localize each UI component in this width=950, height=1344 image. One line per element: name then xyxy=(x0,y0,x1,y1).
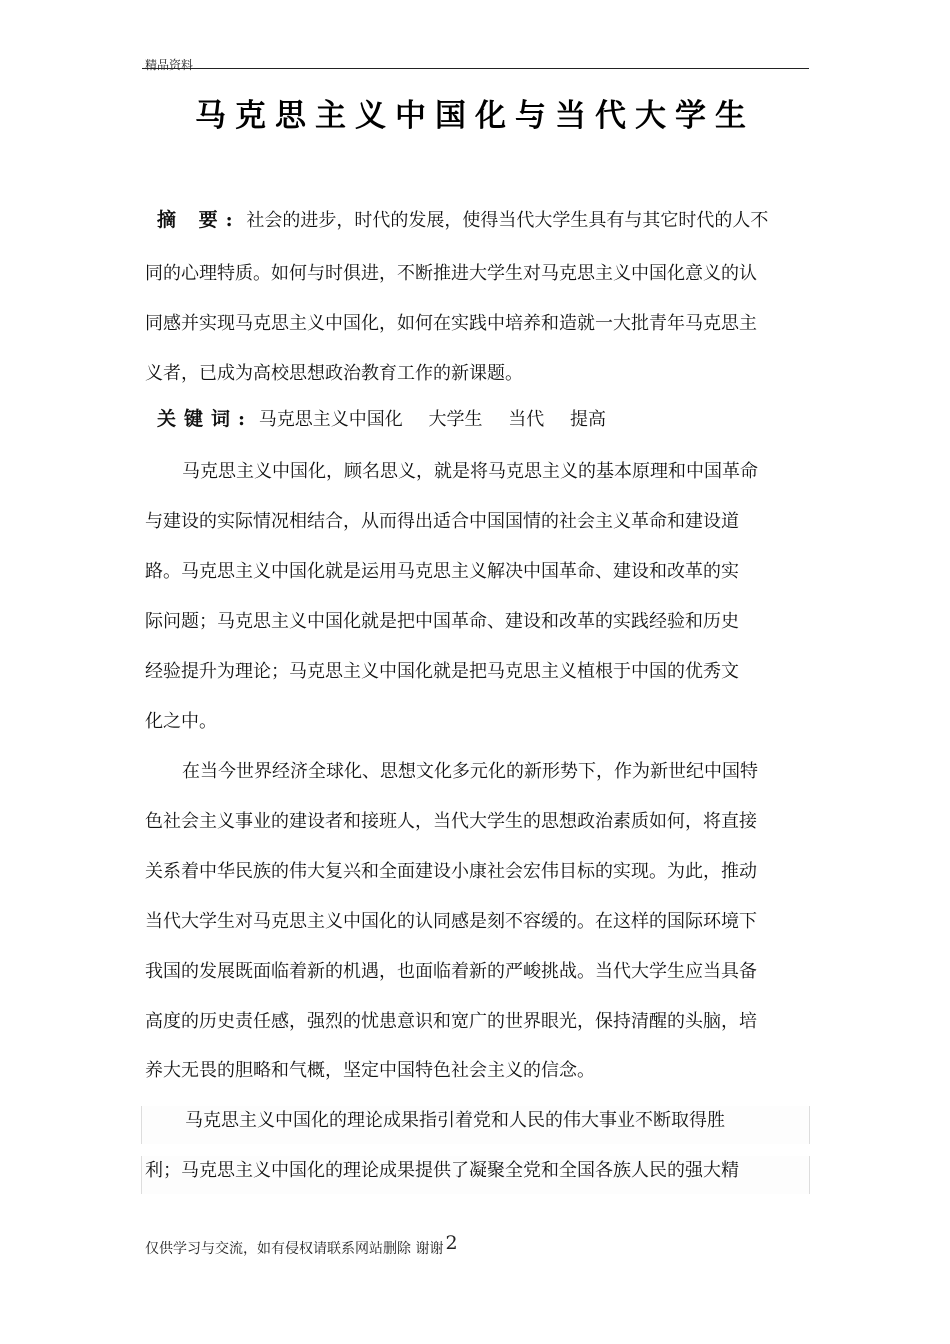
paragraph-line: 养大无畏的胆略和气概，坚定中国特色社会主义的信念。 xyxy=(145,1060,595,1081)
paragraph-line: 马克思主义中国化的理论成果指引着党和人民的伟大事业不断取得胜 xyxy=(185,1110,725,1131)
keywords-label: 关键词: xyxy=(157,408,254,430)
keywords-line xyxy=(145,407,805,432)
abstract-line xyxy=(145,208,805,233)
paragraph-line: 关系着中华民族的伟大复兴和全面建设小康社会宏伟目标的实现。为此，推动 xyxy=(145,861,757,882)
paragraph-line: 利；马克思主义中国化的理论成果提供了凝聚全党和全国各族人民的强大精 xyxy=(145,1160,739,1181)
document-title: 马克思主义中国化与当代大学生 xyxy=(195,98,755,134)
page-number: 2 xyxy=(445,1232,458,1254)
page-footer xyxy=(145,1232,458,1258)
paragraph-line: 当代大学生对马克思主义中国化的认同感是刻不容缓的。在这样的国际环境下 xyxy=(145,911,757,932)
footer-note: 仅供学习与交流，如有侵权请联系网站删除 谢谢 xyxy=(145,1241,444,1257)
paragraph-line: 与建设的实际情况相结合，从而得出适合中国国情的社会主义革命和建设道 xyxy=(145,511,739,532)
keyword-item: 当代 xyxy=(508,409,545,430)
paragraph-line: 在当今世界经济全球化、思想文化多元化的新形势下，作为新世纪中国特 xyxy=(182,761,758,782)
abstract-text: 社会的进步，时代的发展，使得当代大学生具有与其它时代的人不 xyxy=(246,210,769,231)
paragraph-line: 高度的历史责任感，强烈的忧患意识和宽广的世界眼光，保持清醒的头脑，培 xyxy=(145,1011,757,1032)
keyword-item: 马克思主义中国化 xyxy=(258,409,403,430)
paragraph-line: 路。马克思主义中国化就是运用马克思主义解决中国革命、建设和改革的实 xyxy=(145,561,739,582)
abstract-label: 摘 要: xyxy=(157,209,241,231)
abstract-line: 义者，已成为高校思想政治教育工作的新课题。 xyxy=(145,363,523,384)
paragraph-line: 化之中。 xyxy=(145,711,217,732)
header-rule xyxy=(142,68,809,69)
keyword-item: 大学生 xyxy=(428,409,483,430)
paragraph-line: 马克思主义中国化，顾名思义，就是将马克思主义的基本原理和中国革命 xyxy=(182,461,758,482)
paragraph-line: 色社会主义事业的建设者和接班人，当代大学生的思想政治素质如何，将直接 xyxy=(145,811,757,832)
paragraph-line: 际问题；马克思主义中国化就是把中国革命、建设和改革的实践经验和历史 xyxy=(145,611,739,632)
paragraph-line: 我国的发展既面临着新的机遇，也面临着新的严峻挑战。当代大学生应当具备 xyxy=(145,961,757,982)
abstract-line: 同的心理特质。如何与时俱进，不断推进大学生对马克思主义中国化意义的认 xyxy=(145,263,757,284)
header-label: 精品资料 xyxy=(145,58,194,72)
abstract-line: 同感并实现马克思主义中国化，如何在实践中培养和造就一大批青年马克思主 xyxy=(145,313,757,334)
keyword-item: 提高 xyxy=(569,409,606,430)
paragraph-line: 经验提升为理论；马克思主义中国化就是把马克思主义植根于中国的优秀文 xyxy=(145,661,739,682)
